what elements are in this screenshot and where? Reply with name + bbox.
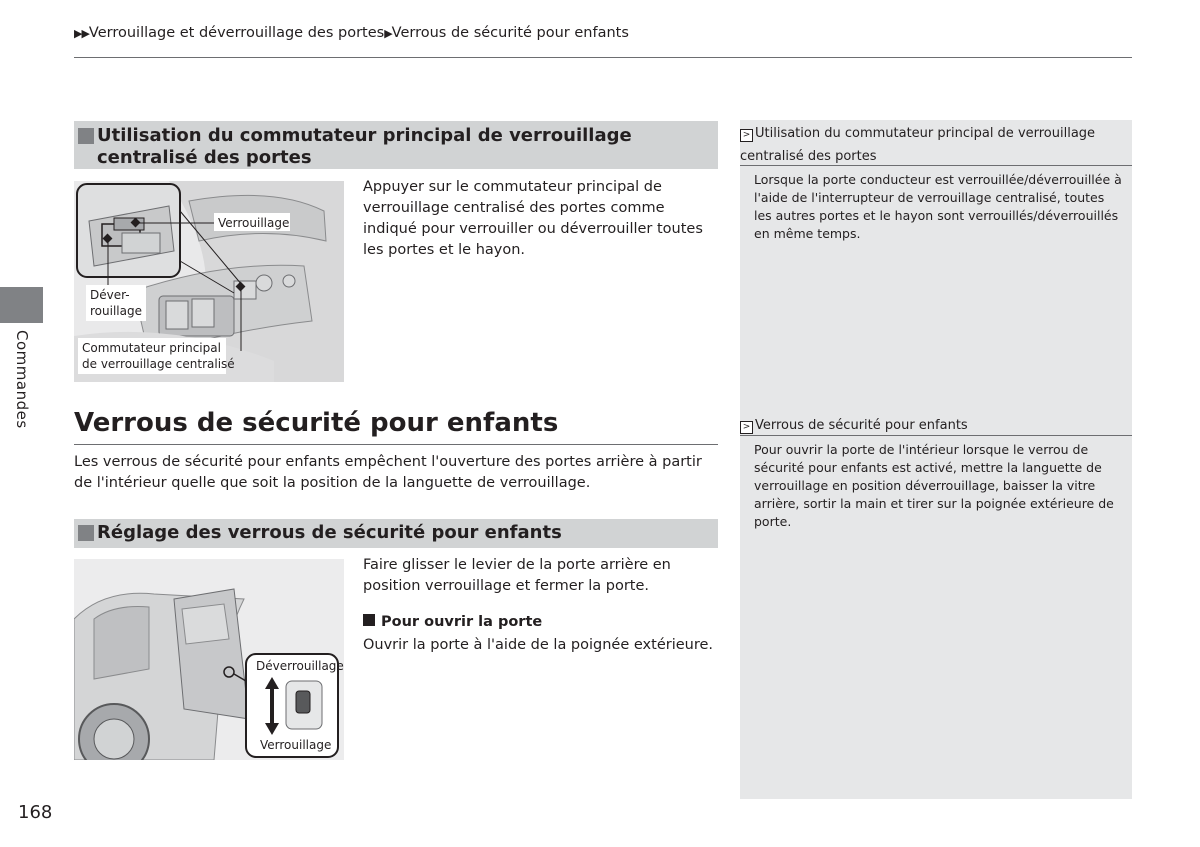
sub-heading-square-icon — [363, 614, 375, 626]
page-number: 168 — [18, 802, 53, 823]
breadcrumb-item-current[interactable]: Verrous de sécurité pour enfants — [391, 25, 629, 41]
breadcrumb — [74, 25, 629, 41]
note-text: Pour ouvrir la porte de l'intérieur lorsque le verrou de sécurité pour enfants est activé, mettre la languette de verrouillage en position déverrouillage, baisser la vitre arrière, sortir la main et tirer sur la poignée extérieure de porte. — [754, 442, 1114, 529]
header-divider — [74, 57, 1132, 58]
note-heading — [740, 122, 1132, 168]
callout-lock-label: Verrouillage — [260, 738, 332, 752]
page-title: Verrous de sécurité pour enfants — [74, 408, 559, 438]
callout-switch-label-line2: de verrouillage centralisé — [82, 357, 235, 371]
side-tab-marker — [0, 287, 43, 323]
section-heading: Réglage des verrous de sécurité pour enfants — [97, 522, 562, 543]
sub-heading — [363, 614, 542, 630]
note-heading-text[interactable]: Verrous de sécurité pour enfants — [755, 418, 968, 433]
section-square-icon — [78, 525, 94, 541]
cross-reference-icon: > — [740, 129, 753, 142]
side-tab-label: Commandes — [13, 330, 31, 429]
rear-door-drawing — [74, 559, 344, 760]
section-square-icon — [78, 128, 94, 144]
callout-unlock-label-line1: Déver- — [90, 288, 130, 302]
breadcrumb-item-parent[interactable]: Verrouillage et déverrouillage des portes — [88, 25, 385, 41]
note-heading-text[interactable]: Utilisation du commutateur principal de verrouillage centralisé des portes — [740, 126, 1096, 164]
section-body-text: Faire glisser le levier de la porte arrière en position verrouillage et fermer la porte. — [363, 557, 671, 594]
callout-unlock-label-line2: rouillage — [90, 304, 142, 318]
callout-lock-label: Verrouillage — [218, 216, 290, 230]
note-heading — [740, 414, 1132, 437]
title-divider — [74, 444, 718, 445]
cross-reference-icon: > — [740, 421, 753, 434]
door-switch-illustration — [74, 181, 344, 382]
breadcrumb-arrow-icon: ▶▶ — [74, 27, 89, 40]
sub-heading-text: Pour ouvrir la porte — [381, 614, 543, 630]
note-divider — [740, 165, 1132, 166]
section-body-text: Appuyer sur le commutateur principal de verrouillage centralisé des portes comme indiqué pour verrouiller ou déverrouiller toutes les portes et le hayon. — [363, 179, 703, 258]
section-heading-bar — [74, 519, 718, 548]
breadcrumb-separator-icon: ▶ — [384, 27, 392, 40]
note-text: Lorsque la porte conducteur est verrouillée/déverrouillée à l'aide de l'interrupteur de verrouillage centralisé, toutes les autres portes et le hayon sont verrouillés/déverrouillés en même temps. — [754, 172, 1122, 241]
section-heading: Utilisation du commutateur principal de verrouillage centralisé des portes — [97, 125, 632, 168]
door-panel-drawing — [74, 181, 344, 382]
child-lock-illustration — [74, 559, 344, 760]
notes-sidebar — [740, 120, 1132, 799]
note-divider — [740, 435, 1132, 436]
sub-body-text: Ouvrir la porte à l'aide de la poignée extérieure. — [363, 637, 714, 653]
callout-switch-label-line1: Commutateur principal — [82, 341, 221, 355]
intro-text: Les verrous de sécurité pour enfants empêchent l'ouverture des portes arrière à partir de l'intérieur quelle que soit la position de la languette de verrouillage. — [74, 454, 702, 491]
callout-unlock-label: Déverrouillage — [256, 659, 344, 673]
section-heading-bar — [74, 121, 718, 169]
